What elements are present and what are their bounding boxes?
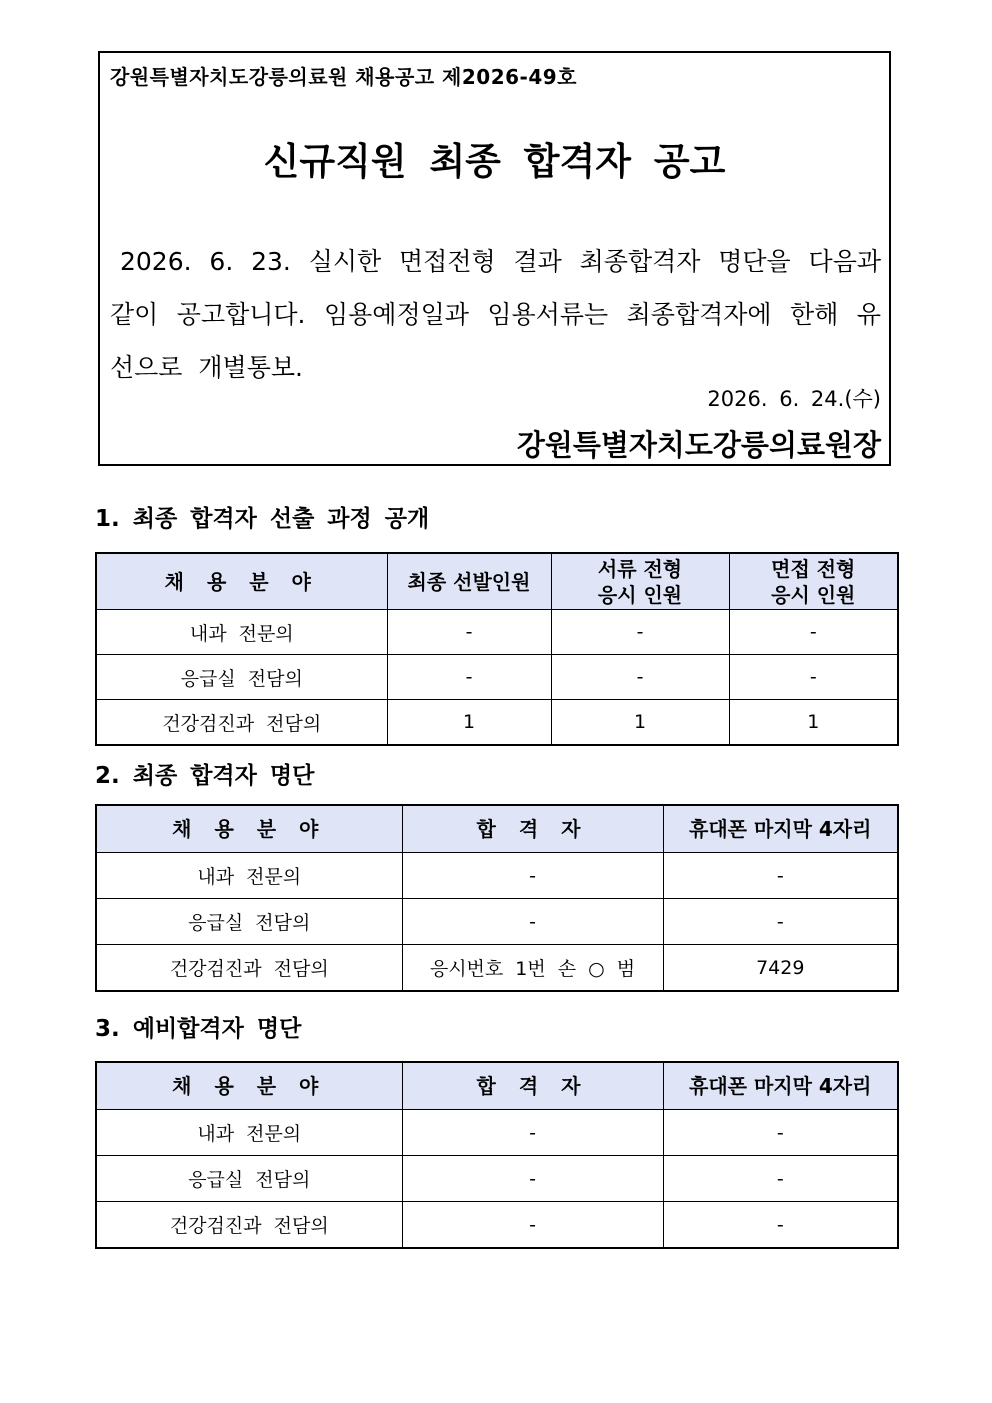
- reserve-passers-table: [95, 1061, 899, 1249]
- notice-number: 강원특별자치도강릉의료원 채용공고 제2026-49호: [110, 65, 577, 89]
- cell-passer: -: [402, 853, 663, 899]
- cell-field: 내과 전문의: [96, 853, 402, 899]
- header-field: 채 용 분 야: [96, 805, 402, 853]
- notice-issuer: 강원특별자치도강릉의료원장: [516, 428, 881, 462]
- cell-field: 내과 전문의: [96, 610, 387, 655]
- cell-final-count: 1: [387, 700, 551, 746]
- notice-box: [98, 51, 891, 466]
- table-header-row: [96, 1062, 898, 1110]
- table-row: [96, 899, 898, 945]
- cell-field: 건강검진과 전담의: [96, 945, 402, 992]
- cell-field: 응급실 전담의: [96, 899, 402, 945]
- selection-process-table: [95, 552, 899, 746]
- cell-phone-last4: -: [663, 1202, 898, 1249]
- table-row: [96, 700, 898, 746]
- header-passer: 합 격 자: [402, 1062, 663, 1110]
- cell-phone-last4: 7429: [663, 945, 898, 992]
- cell-passer: -: [402, 1202, 663, 1249]
- cell-passer: -: [402, 899, 663, 945]
- table-row: [96, 1110, 898, 1156]
- cell-phone-last4: -: [663, 853, 898, 899]
- header-field: 채 용 분 야: [96, 1062, 402, 1110]
- header-interview-screening-line2: 응시 인원: [771, 582, 856, 607]
- cell-final-count: -: [387, 610, 551, 655]
- header-phone-last4: 휴대폰 마지막 4자리: [663, 805, 898, 853]
- cell-interview-count: -: [729, 655, 898, 700]
- header-final-count: 최종 선발인원: [387, 553, 551, 610]
- cell-field: 내과 전문의: [96, 1110, 402, 1156]
- header-document-screening-line2: 응시 인원: [597, 582, 683, 607]
- cell-interview-count: -: [729, 610, 898, 655]
- header-field: 채 용 분 야: [96, 553, 387, 610]
- notice-body: 2026. 6. 23. 실시한 면접전형 결과 최종합격자 명단을 다음과 같이 공고합니다. 임용예정일과 임용서류는 최종합격자에 한해 유선으로 개별통보.: [110, 247, 881, 382]
- notice-title: 신규직원 최종 합격자 공고: [263, 140, 726, 183]
- cell-interview-count: 1: [729, 700, 898, 746]
- cell-passer: -: [402, 1110, 663, 1156]
- notice-date: 2026. 6. 24.(수): [707, 387, 881, 411]
- cell-document-count: -: [551, 610, 729, 655]
- table-row: [96, 1156, 898, 1202]
- cell-phone-last4: -: [663, 1110, 898, 1156]
- header-interview-screening-line1: 면접 전형: [771, 556, 856, 581]
- table-header-row: [96, 553, 898, 610]
- final-passers-table: [95, 804, 899, 992]
- table-header-row: [96, 805, 898, 853]
- cell-field: 건강검진과 전담의: [96, 1202, 402, 1249]
- table-row: [96, 1202, 898, 1249]
- cell-passer: -: [402, 1156, 663, 1202]
- cell-passer: 응시번호 1번 손 ○ 범: [402, 945, 663, 992]
- cell-field: 건강검진과 전담의: [96, 700, 387, 746]
- cell-final-count: -: [387, 655, 551, 700]
- table-row: [96, 655, 898, 700]
- cell-phone-last4: -: [663, 1156, 898, 1202]
- header-document-screening: [551, 553, 729, 610]
- table-row: [96, 610, 898, 655]
- header-passer: 합 격 자: [402, 805, 663, 853]
- cell-field: 응급실 전담의: [96, 1156, 402, 1202]
- cell-document-count: 1: [551, 700, 729, 746]
- table-row: [96, 853, 898, 899]
- header-document-screening-line1: 서류 전형: [597, 556, 683, 581]
- section2-heading: 2. 최종 합격자 명단: [95, 763, 315, 789]
- section1-heading: 1. 최종 합격자 선출 과정 공개: [95, 506, 430, 532]
- header-phone-last4: 휴대폰 마지막 4자리: [663, 1062, 898, 1110]
- header-interview-screening: [729, 553, 898, 610]
- table-row: [96, 945, 898, 992]
- section3-heading: 3. 예비합격자 명단: [95, 1016, 302, 1042]
- cell-document-count: -: [551, 655, 729, 700]
- cell-phone-last4: -: [663, 899, 898, 945]
- cell-field: 응급실 전담의: [96, 655, 387, 700]
